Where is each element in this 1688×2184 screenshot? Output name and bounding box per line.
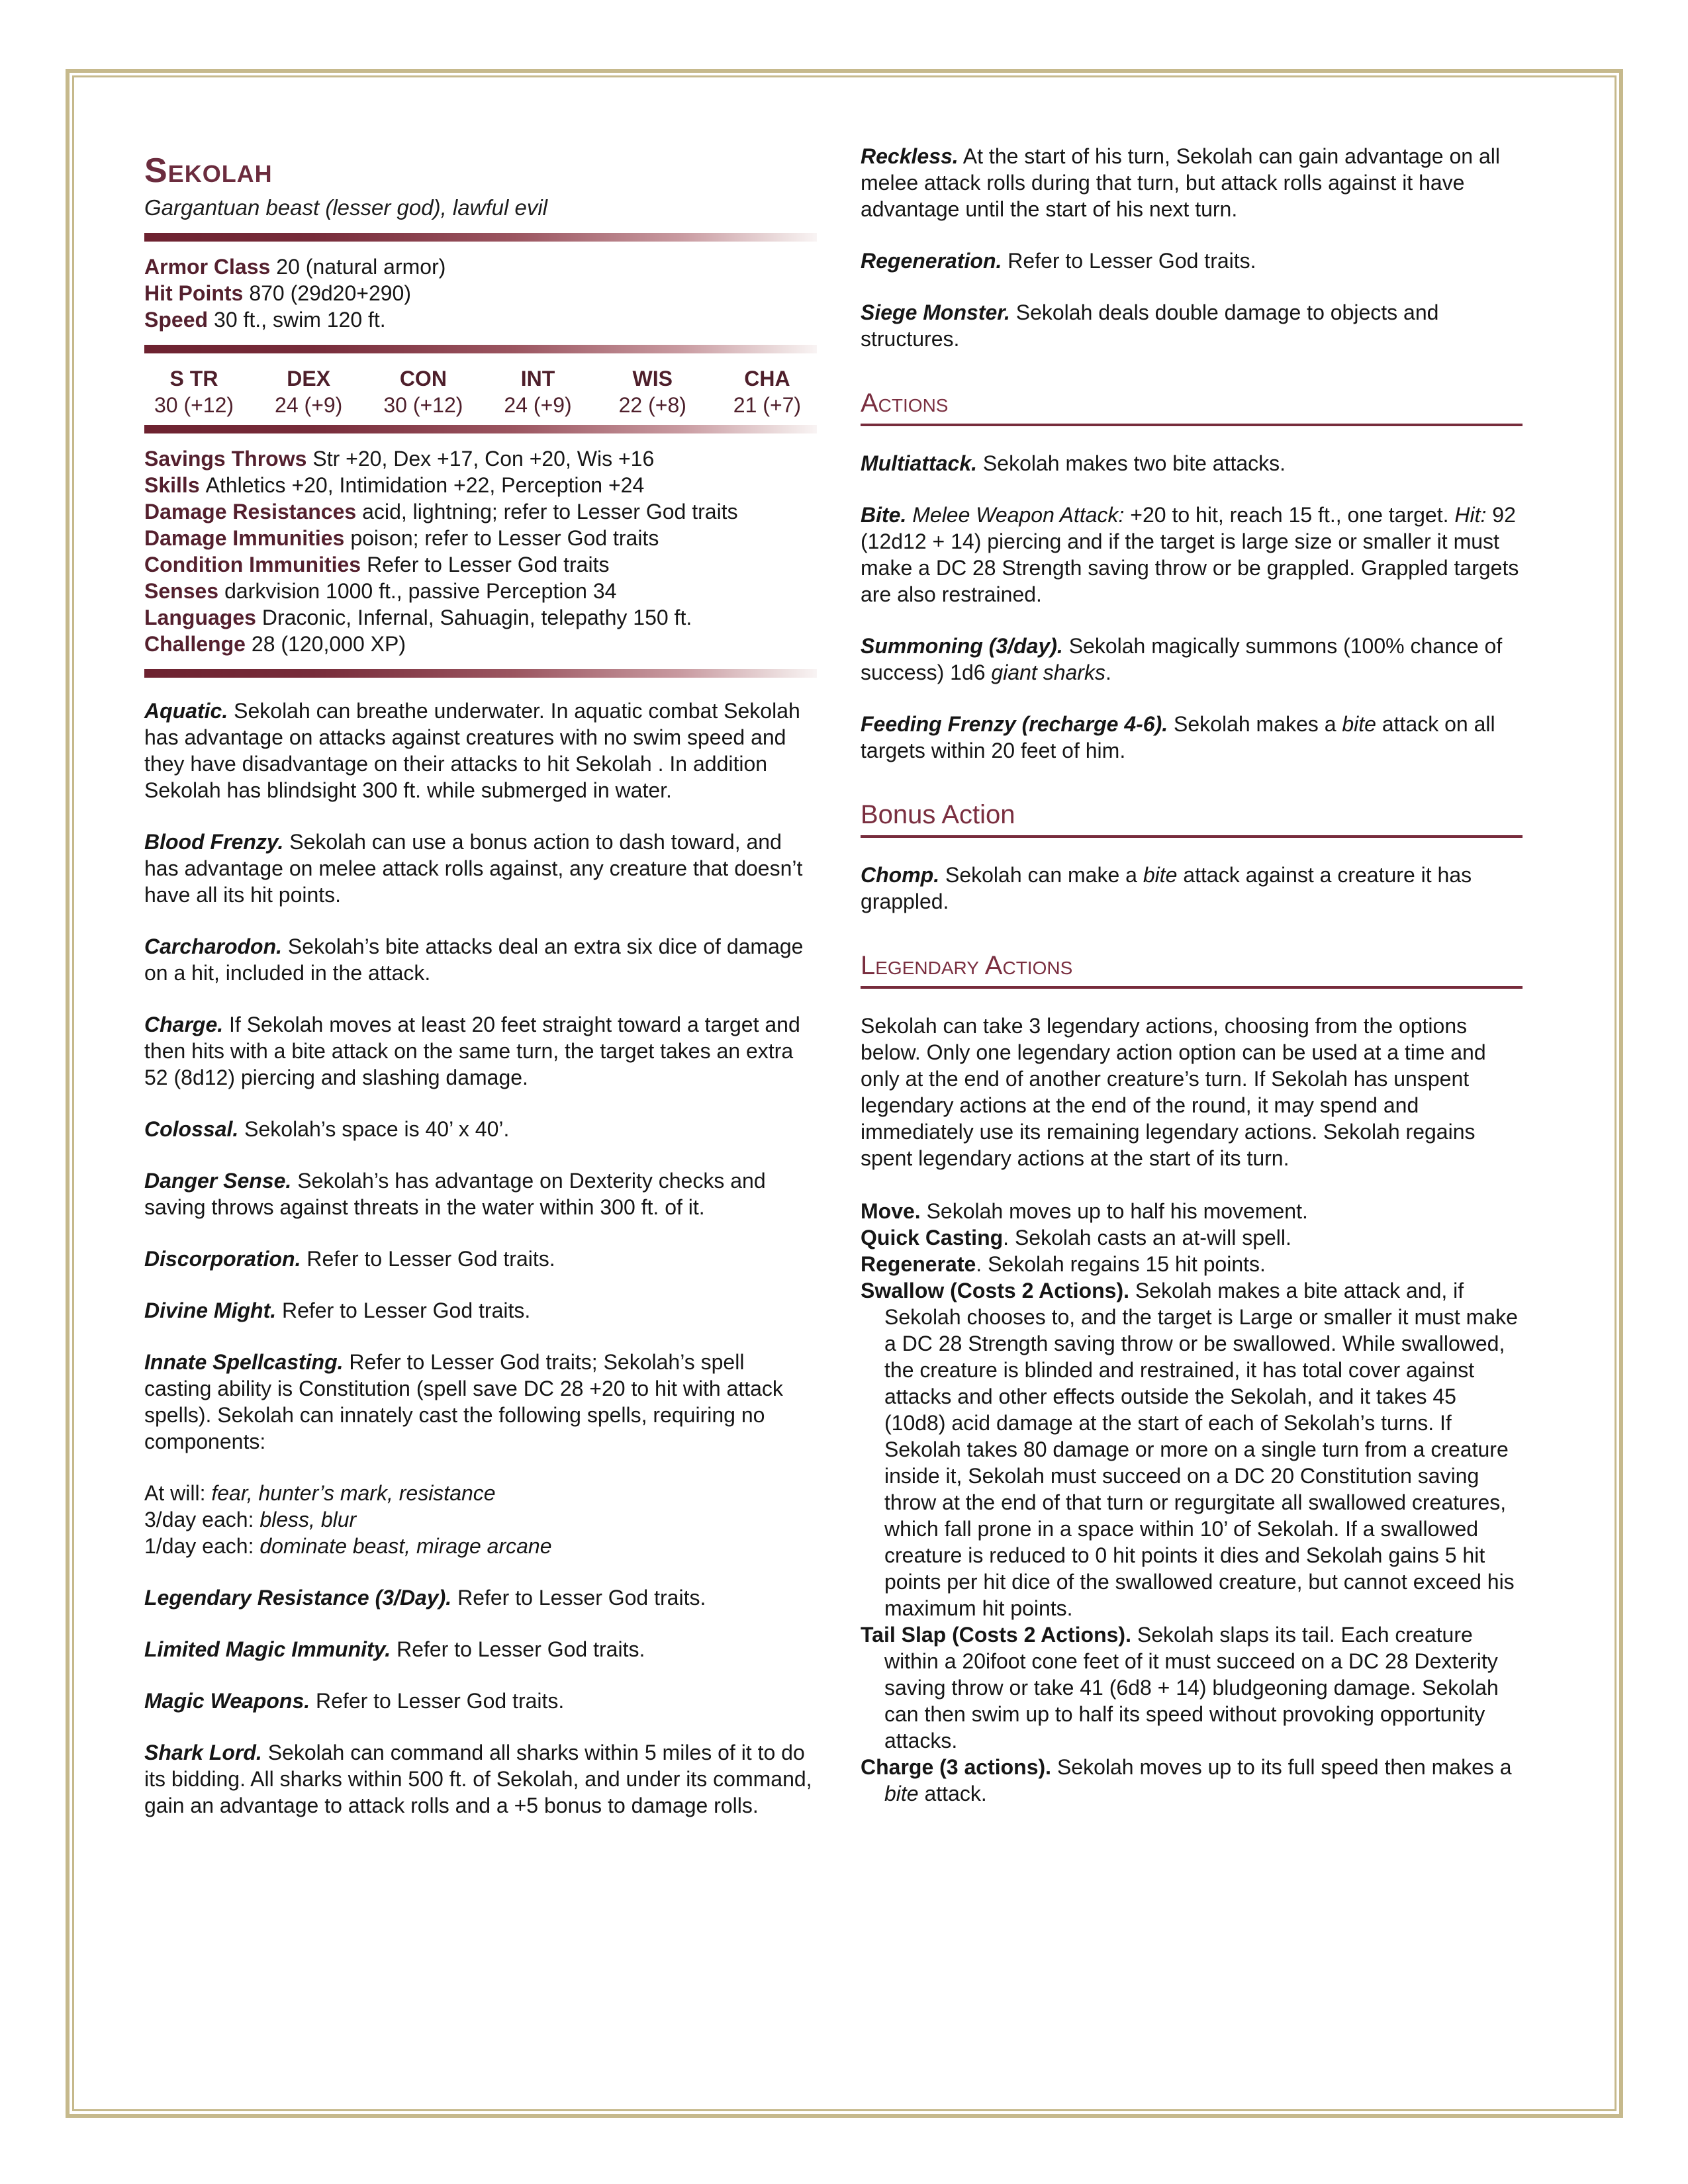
legendary-intro: Sekolah can take 3 legendary actions, choosing from the options below. Only one legendary action option can be used at a time and only at the end of another creature’s turn. If Sekolah has unspent legendary actions at the end of the round, it may spend and immediately use its remaining legendary actions. Sekolah regains spent legendary actions at the start of its turn. (861, 1014, 1486, 1170)
stat-label: Speed (144, 308, 209, 332)
stat-line (144, 578, 817, 604)
trait-paragraph (144, 1480, 817, 1559)
trait-text: Sekolah makes a bite attack on all targets within 20 feet of him. (861, 712, 1495, 762)
trait-text: Sekolah magically summons (100% chance of success) 1d6 giant sharks. (861, 634, 1503, 684)
right-column (861, 143, 1523, 1807)
stat-value: poison; refer to Lesser God traits (350, 526, 659, 550)
ability-name: DEX (287, 367, 331, 390)
legendary-action-item (861, 1277, 1523, 1621)
stat-line (144, 472, 817, 498)
trait-paragraph (144, 829, 817, 908)
ability-score: 24 (+9) (275, 393, 343, 417)
stat-label: Damage Resistances (144, 500, 357, 523)
trait-name: Charge. (144, 1013, 224, 1036)
stat-value: Str +20, Dex +17, Con +20, Wis +16 (312, 447, 655, 471)
ability-score: 30 (+12) (154, 393, 234, 417)
trait-name: Danger Sense. (144, 1169, 292, 1193)
bonus-action-header: Bonus Action (861, 799, 1523, 838)
legendary-action-name: Swallow (Costs 2 Actions). (861, 1279, 1129, 1302)
stat-label: Damage Immunities (144, 526, 345, 550)
ability-name: S TR (169, 367, 218, 390)
ability-cell (373, 365, 473, 418)
stat-label: Languages (144, 606, 256, 629)
trait-name: Magic Weapons. (144, 1689, 310, 1713)
trait-name: Siege Monster. (861, 300, 1010, 324)
stat-label: Skills (144, 473, 200, 497)
stat-label: Hit Points (144, 281, 244, 305)
trait-paragraph (144, 1246, 817, 1272)
trait-name: Discorporation. (144, 1247, 301, 1271)
trait-paragraph (144, 1297, 817, 1324)
stat-line (144, 280, 817, 306)
legendary-action-name: Quick Casting (861, 1226, 1004, 1250)
trait-text: Sekolah deals double damage to objects and structures. (861, 300, 1439, 351)
legendary-action-name: Tail Slap (Costs 2 Actions). (861, 1623, 1131, 1647)
ability-table (144, 365, 817, 418)
trait-name: Legendary Resistance (3/Day). (144, 1586, 452, 1610)
actions-list (861, 450, 1523, 764)
trait-paragraph (861, 450, 1523, 477)
left-column (144, 152, 817, 1819)
ability-score: 22 (+8) (618, 393, 686, 417)
legendary-action-text: Sekolah moves up to half his movement. (920, 1199, 1308, 1223)
stat-value: acid, lightning; refer to Lesser God traits (362, 500, 738, 523)
divider-bar (144, 669, 817, 678)
trait-text: Sekolah can command all sharks within 5 miles of it to do its bidding. All sharks within 500 ft. of Sekolah, and under its command, gain an advantage to attack rolls and a +5 bonus to damage rolls. (144, 1741, 812, 1817)
trait-paragraph (144, 1636, 817, 1662)
trait-text: Refer to Lesser God traits. (1002, 249, 1256, 273)
trait-text: Sekolah’s bite attacks deal an extra six dice of damage on a hit, included in the attack. (144, 934, 804, 985)
stat-value: 20 (natural armor) (276, 255, 446, 279)
legendary-actions-list (861, 1198, 1523, 1807)
trait-paragraph (861, 143, 1523, 222)
trait-text: Sekolah can breathe underwater. In aquatic combat Sekolah has advantage on attacks against creatures with no swim speed and they have disadvantage on their attacks to hit Sekolah . In addition Sekolah has blindsight 300 ft. while submerged in water. (144, 699, 800, 802)
trait-name: Carcharodon. (144, 934, 283, 958)
trait-text: Sekolah’s space is 40’ x 40’. (238, 1117, 510, 1141)
trait-text: Refer to Lesser God traits. (310, 1689, 565, 1713)
trait-paragraph (144, 698, 817, 803)
monster-type-line: Gargantuan beast (lesser god), lawful evil (144, 195, 547, 220)
legendary-action-name: Regenerate (861, 1252, 976, 1276)
trait-name: Bite. (861, 503, 907, 527)
trait-paragraph (861, 711, 1523, 764)
stat-value: darkvision 1000 ft., passive Perception 34 (224, 579, 617, 603)
stat-line (144, 306, 817, 333)
divider-bar (144, 233, 817, 242)
ability-name: CHA (744, 367, 790, 390)
stat-label: Challenge (144, 632, 246, 656)
trait-name: Shark Lord. (144, 1741, 262, 1764)
ability-cell (489, 365, 588, 418)
stat-label: Condition Immunities (144, 553, 361, 576)
trait-name: Colossal. (144, 1117, 239, 1141)
legendary-action-text: . Sekolah regains 15 hit points. (976, 1252, 1266, 1276)
legendary-action-item (861, 1621, 1523, 1754)
trait-paragraph (144, 1739, 817, 1819)
trait-name: Reckless. (861, 144, 959, 168)
trait-paragraph (144, 1584, 817, 1611)
legendary-action-item (861, 1224, 1523, 1251)
trait-paragraph (861, 248, 1523, 274)
trait-paragraph (144, 1167, 817, 1220)
core-stats (144, 253, 817, 333)
stat-line (144, 445, 817, 472)
legendary-action-text: Sekolah moves up to its full speed then makes a bite attack. (884, 1755, 1512, 1805)
ability-name: INT (520, 367, 555, 390)
trait-name: Regeneration. (861, 249, 1002, 273)
stat-line (144, 253, 817, 280)
ability-score: 21 (+7) (733, 393, 802, 417)
trait-paragraph (144, 933, 817, 986)
stat-value: Refer to Lesser God traits (367, 553, 610, 576)
legendary-action-text: Sekolah makes a bite attack and, if Sekolah chooses to, and the target is Large or smaller it must make a DC 28 Strength saving throw or be swallowed. While swallowed, the creature is blinded and restrained, it has total cover against attacks and other effects outside the Sekolah, and it takes 45 (10d8) acid damage at the start of each of Sekolah’s turns. If Sekolah takes 80 damage or more on a single turn from a creature inside it, Sekolah must succeed on a DC 20 Constitution saving throw at the end of that turn or regurgitate all swallowed creatures, which fall prone in a space within 10’ of Sekolah. If a swallowed creature is reduced to 0 hit points it dies and Sekolah gains 5 hit points per hit dice of the swallowed creature, but cannot exceed his maximum hit points. (884, 1279, 1518, 1620)
trait-text: Sekolah can use a bonus action to dash toward, and has advantage on melee attack rolls against, any creature that doesn’t have all its hit points. (144, 830, 803, 907)
trait-name: Feeding Frenzy (recharge 4-6). (861, 712, 1168, 736)
trait-name: Innate Spellcasting. (144, 1350, 344, 1374)
trait-name: Limited Magic Immunity. (144, 1637, 391, 1661)
ability-name: WIS (632, 367, 673, 390)
stat-value: Draconic, Infernal, Sahuagin, telepathy 150 ft. (261, 606, 692, 629)
trait-paragraph (144, 1349, 817, 1455)
traits-list-right (861, 143, 1523, 352)
trait-paragraph (861, 633, 1523, 686)
trait-name: Divine Might. (144, 1298, 277, 1322)
ability-cell (144, 365, 244, 418)
monster-name: Sekolah (144, 152, 273, 190)
trait-name: Multiattack. (861, 451, 978, 475)
stat-label: Senses (144, 579, 219, 603)
legendary-action-name: Move. (861, 1199, 921, 1223)
traits-list (144, 698, 817, 1819)
trait-text: Sekolah’s has advantage on Dexterity checks and saving throws against threats in the water within 300 ft. of it. (144, 1169, 766, 1219)
legendary-action-item (861, 1251, 1523, 1277)
legendary-action-name: Charge (3 actions). (861, 1755, 1052, 1779)
divider-bar (144, 425, 817, 433)
attribute-list (144, 445, 817, 657)
trait-text: Melee Weapon Attack: +20 to hit, reach 15 ft., one target. Hit: 92 (12d12 + 14) piercing and if the target is large size or smaller it must make a DC 28 Strength saving throw or be grappled. Grappled targets are also restrained. (861, 503, 1519, 606)
trait-paragraph (861, 862, 1523, 915)
legendary-action-item (861, 1198, 1523, 1224)
stat-value: 28 (120,000 XP) (251, 632, 406, 656)
trait-paragraph (861, 502, 1523, 608)
stat-label: Armor Class (144, 255, 271, 279)
legendary-action-text: Sekolah slaps its tail. Each creature within a 20ifoot cone feet of it must succeed on a DC 28 Dexterity saving throw or take 41 (6d8 + 14) bludgeoning damage. Sekolah can then swim up to half its speed without provoking opportunity attacks. (884, 1623, 1499, 1752)
trait-text: At will: fear, hunter’s mark, resistance 3/day each: bless, blur 1/day each: dominate beast, mirage arcane (144, 1481, 552, 1558)
trait-name: Aquatic. (144, 699, 228, 723)
trait-text: Sekolah makes two bite attacks. (977, 451, 1286, 475)
ability-cell (259, 365, 358, 418)
trait-paragraph (144, 1688, 817, 1714)
trait-paragraph (144, 1116, 817, 1142)
stat-value: Athletics +20, Intimidation +22, Perception +24 (205, 473, 645, 497)
trait-text: Refer to Lesser God traits. (301, 1247, 555, 1271)
ability-score: 30 (+12) (383, 393, 463, 417)
stat-line (144, 551, 817, 578)
trait-name: Summoning (3/day). (861, 634, 1063, 658)
legendary-action-text: . Sekolah casts an at-will spell. (1003, 1226, 1291, 1250)
ability-cell (603, 365, 702, 418)
legendary-action-item (861, 1754, 1523, 1807)
trait-text: Refer to Lesser God traits. (391, 1637, 645, 1661)
trait-text: Sekolah can make a bite attack against a creature it has grappled. (861, 863, 1472, 913)
divider-bar (144, 345, 817, 353)
legendary-actions-header: Legendary Actions (861, 950, 1523, 989)
ability-name: CON (399, 367, 447, 390)
bonus-actions-list (861, 862, 1523, 915)
trait-text: Refer to Lesser God traits. (276, 1298, 531, 1322)
ability-score: 24 (+9) (504, 393, 572, 417)
actions-header: Actions (861, 388, 1523, 426)
trait-text: At the start of his turn, Sekolah can gain advantage on all melee attack rolls during that turn, but attack rolls against it have advantage until the start of his next turn. (861, 144, 1500, 221)
stat-value: 870 (29d20+290) (249, 281, 411, 305)
trait-text: Refer to Lesser God traits. (451, 1586, 706, 1610)
trait-name: Chomp. (861, 863, 940, 887)
trait-name: Blood Frenzy. (144, 830, 284, 854)
trait-paragraph (861, 299, 1523, 352)
stat-line (144, 604, 817, 631)
stat-label: Savings Throws (144, 447, 307, 471)
stat-value: 30 ft., swim 120 ft. (214, 308, 386, 332)
stat-line (144, 631, 817, 657)
trait-text: If Sekolah moves at least 20 feet straight toward a target and then hits with a bite attack on the same turn, the target takes an extra 52 (8d12) piercing and slashing damage. (144, 1013, 800, 1089)
trait-paragraph (144, 1011, 817, 1091)
trait-text: Refer to Lesser God traits; Sekolah’s spell casting ability is Constitution (spell save DC 28 +20 to hit with attack spells). Sekolah can innately cast the following spells, requiring no components: (144, 1350, 783, 1453)
ability-cell (718, 365, 817, 418)
stat-line (144, 525, 817, 551)
stat-line (144, 498, 817, 525)
